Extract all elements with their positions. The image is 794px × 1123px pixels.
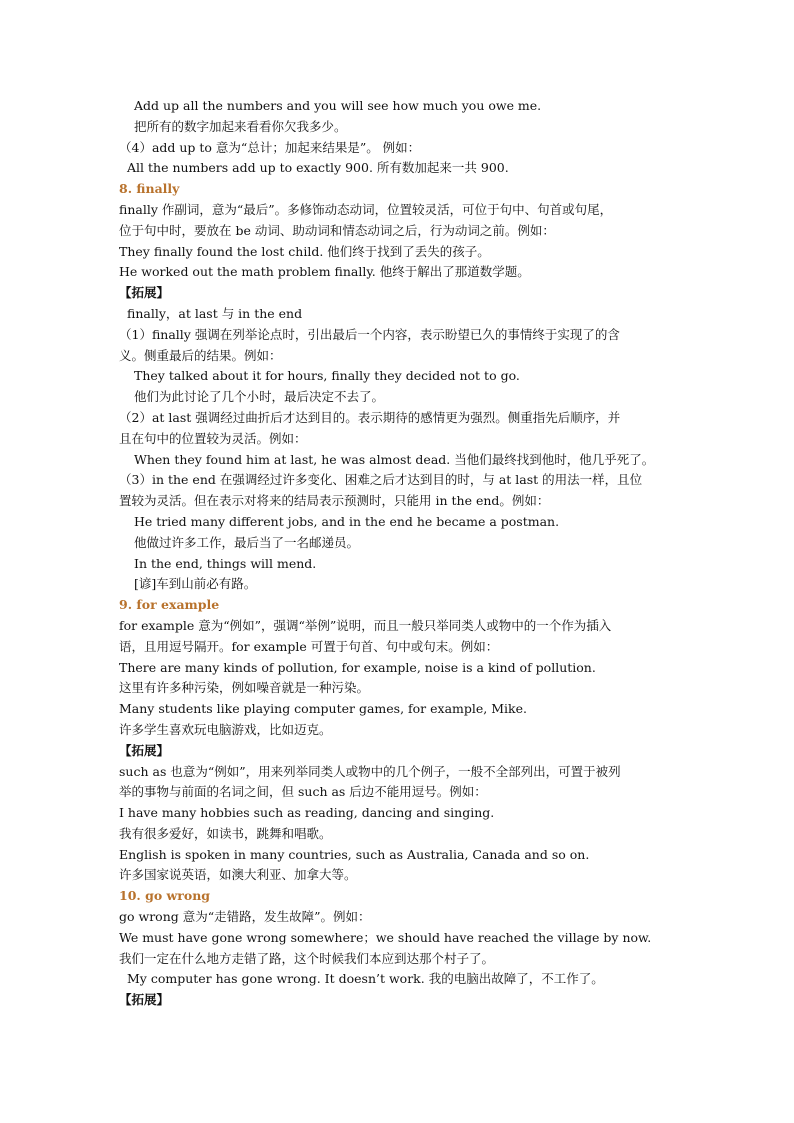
example-translation: 把所有的数字加起来看看你欠我多少。 — [134, 118, 347, 134]
example-sentence: There are many kinds of pollution, for example, noise is a kind of pollution. — [119, 659, 596, 675]
example-translation: [谚]车到山前必有路。 — [134, 576, 257, 592]
example-translation: 他做过许多工作，最后当了一名邮递员。 — [134, 534, 360, 550]
example-translation: 我们一定在什么地方走错了路，这个时候我们本应到达那个村子了。 — [119, 950, 495, 966]
section-heading-finally: 8. finally — [119, 181, 180, 197]
example-translation: 他们为此讨论了几个小时，最后决定不去了。 — [134, 389, 385, 405]
example-sentence: When they found him at last, he was almost dead. 当他们最终找到他时，他几乎死了。 — [134, 451, 655, 467]
explanation-text: for example 意为“例如”，强调“举例”说明，而且一般只举同类人或物中的一个作为插入 — [119, 617, 612, 633]
extension-label: 【拓展】 — [119, 285, 170, 301]
explanation-text: 举的事物与前面的名词之间，但 such as 后边不能用逗号。例如： — [119, 784, 487, 800]
usage-point: （1）finally 强调在列举论点时，引出最后一个内容，表示盼望已久的事情终于实现了的含 — [119, 326, 620, 342]
explanation-text: 语，且用逗号隔开。for example 可置于句首、句中或句末。例如： — [119, 638, 499, 654]
example-sentence: I have many hobbies such as reading, dancing and singing. — [119, 805, 495, 821]
example-sentence: Add up all the numbers and you will see how much you owe me. — [134, 98, 542, 113]
example-sentence: In the end, things will mend. — [134, 555, 317, 571]
extension-label: 【拓展】 — [119, 992, 170, 1008]
example-sentence: He worked out the math problem finally. 他终于解出了那道数学题。 — [119, 264, 530, 280]
document-page — [119, 96, 679, 1011]
example-sentence: They finally found the lost child. 他们终于找到了丢失的孩子。 — [119, 243, 490, 259]
example-translation: 我有很多爱好，如读书，跳舞和唱歌。 — [119, 825, 332, 841]
example-sentence: We must have gone wrong somewhere；we should have reached the village by now. — [119, 929, 652, 945]
example-sentence: He tried many different jobs, and in the end he became a postman. — [134, 513, 560, 529]
example-sentence: They talked about it for hours, finally they decided not to go. — [134, 368, 520, 384]
example-sentence: My computer has gone wrong. It doesn’t work. 我的电脑出故障了，不工作了。 — [127, 971, 604, 987]
usage-point: 义。侧重最后的结果。例如： — [119, 347, 282, 363]
example-sentence: English is spoken in many countries, such as Australia, Canada and so on. — [119, 846, 590, 862]
usage-point: 且在句中的位置较为灵活。例如： — [119, 430, 307, 446]
example-sentence: Many students like playing computer games, for example, Mike. — [119, 701, 527, 717]
explanation-text: 位于句中时，要放在 be 动词、助动词和情态动词之后，行为动词之前。例如： — [119, 222, 555, 238]
usage-point: 置较为灵活。但在表示对将来的结局表示预测时，只能用 in the end。例如： — [119, 493, 550, 509]
explanation-text: finally 作副词，意为“最后”。多修饰动态动词，位置较灵活，可位于句中、句首或句尾， — [119, 201, 613, 217]
example-translation: 这里有许多种污染，例如噪音就是一种污染。 — [119, 680, 370, 696]
usage-point: （3）in the end 在强调经过许多变化、困难之后才达到目的时，与 at last 的用法一样，且位 — [119, 472, 643, 488]
example-translation: 许多国家说英语，如澳大利亚、加拿大等。 — [119, 867, 357, 883]
example-sentence: All the numbers add up to exactly 900. 所有数加起来一共 900. — [127, 160, 509, 176]
extension-label: 【拓展】 — [119, 742, 170, 758]
usage-point: （4）add up to 意为“总计；加起来结果是”。 例如： — [119, 139, 421, 155]
subheading: finally，at last 与 in the end — [127, 305, 303, 321]
section-heading-for-example: 9. for example — [119, 597, 220, 613]
explanation-text: such as 也意为“例如”，用来列举同类人或物中的几个例子，一般不全部列出，可置于被列 — [119, 763, 621, 779]
explanation-text: go wrong 意为“走错路，发生故障”。例如： — [119, 909, 371, 925]
example-translation: 许多学生喜欢玩电脑游戏，比如迈克。 — [119, 721, 332, 737]
section-heading-go-wrong: 10. go wrong — [119, 888, 211, 904]
usage-point: （2）at last 强调经过曲折后才达到目的。表示期待的感情更为强烈。侧重指先后顺序，并 — [119, 409, 621, 425]
